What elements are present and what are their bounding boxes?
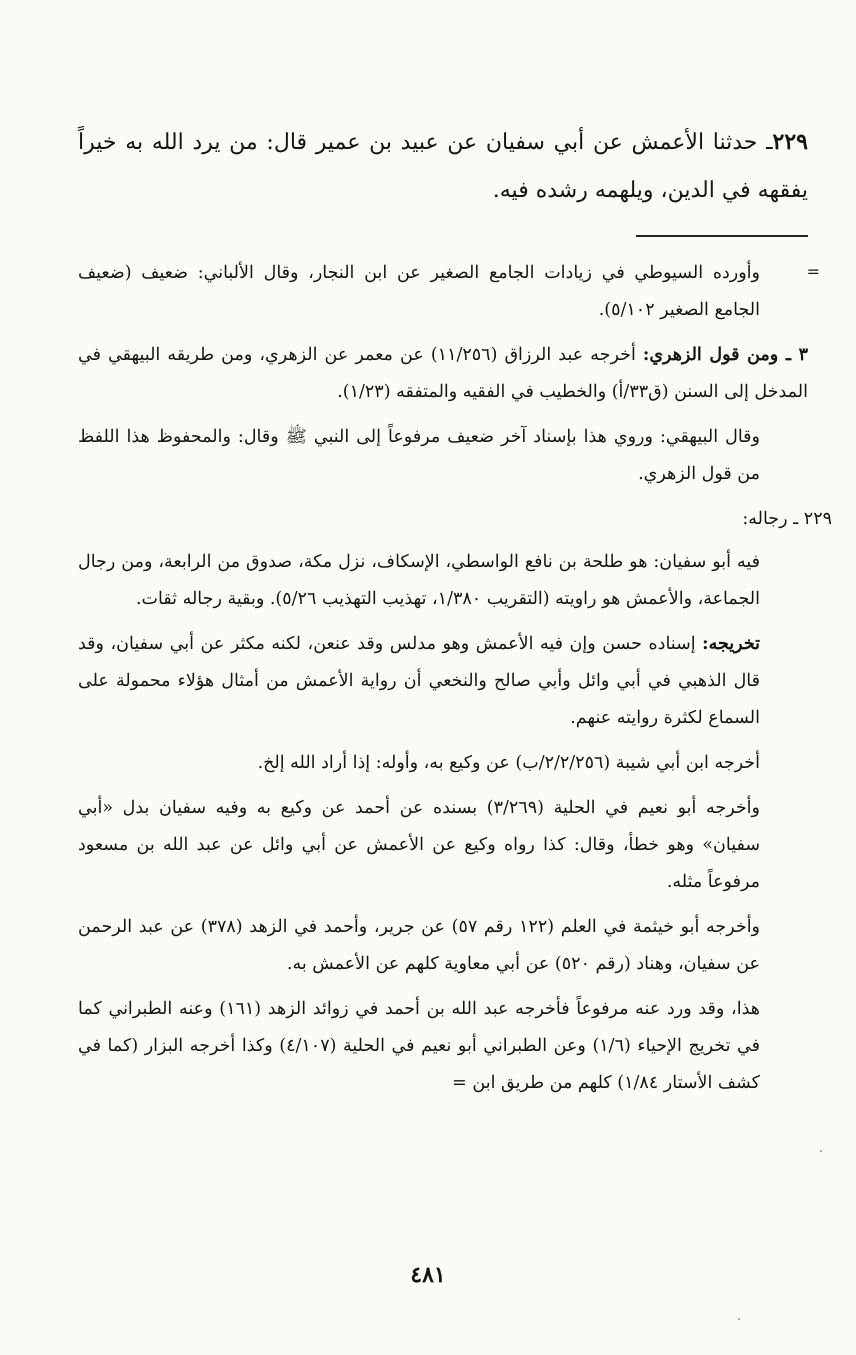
footnote-paragraph: وقال البيهقي: وروي هذا بإسناد آخر ضعيف مرفوعاً إلى النبي ﷺ وقال: والمحفوظ هذا اللفظ من قول الزهري. [78, 427, 760, 484]
footnote-lead: ٣ ـ ومن قول الزهري: [642, 345, 808, 365]
hadith-body: ـ حدثنا الأعمش عن أبي سفيان عن عبيد بن عمير قال: من يرد الله به خيراً يفقهه في الدين، ويلهمه رشده فيه. [78, 130, 808, 203]
footnote-text: إسناده حسن وإن فيه الأعمش وهو مدلس وقد عنعن، لكنه مكثر عن أبي سفيان، وقد قال الذهبي في أبي وائل وأبي صالح والنخعي أن رواية الأعمش من أمثال هؤلاء محمولة على السماع لكثرة روايته عنهم. [78, 634, 760, 728]
footnote-paragraph: أخرجه ابن أبي شيبة (٢/٢/٢٥٦/ب) عن وكيع به، وأوله: إذا أراد الله إلخ. [257, 753, 760, 773]
scan-speck [738, 1318, 740, 1320]
footnote-paragraph: فيه أبو سفيان: هو طلحة بن نافع الواسطي، الإسكاف، نزل مكة، صدوق من الرابعة، ومن رجال الجماعة، والأعمش هو راويته (التقريب ١/٣٨٠، تهذيب التهذيب ٥/٢٦). وبقية رجاله ثقات. [78, 552, 760, 609]
footnote-paragraph [78, 626, 808, 737]
section-title: ٢٢٩ ـ رجاله: [742, 509, 832, 529]
footnotes-block [78, 255, 832, 1110]
footnote-paragraph: وأخرجه أبو نعيم في الحلية (٣/٢٦٩) بسنده عن أحمد عن وكيع به وفيه سفيان بدل «أبي سفيان» وهو خطأ، وقال: كذا رواه وكيع عن الأعمش عن أبي وائل عن عبد الله بن مسعود مرفوعاً مثله. [78, 798, 760, 892]
footnote-paragraph: هذا، وقد ورد عنه مرفوعاً فأخرجه عبد الله بن أحمد في زوائد الزهد (١٦١) وعنه الطبراني كما في تخريج الإحياء (١/٦) وعن الطبراني أبو نعيم في الحلية (٤/١٠٧) وكذا أخرجه البزار (كما في كشف الأستار ١/٨٤) كلهم من طريق ابن = [78, 999, 760, 1093]
footnote-paragraph: وأورده السيوطي في زيادات الجامع الصغير عن ابن النجار، وقال الألباني: ضعيف (ضعيف الجامع الصغير ٥/١٠٢). [78, 263, 760, 320]
continuation-marker: = [806, 262, 820, 281]
footnote-paragraph: وأخرجه أبو خيثمة في العلم (١٢٢ رقم ٥٧) عن جرير، وأحمد في الزهد (٣٧٨) عن عبد الرحمن عن سفيان، وهناد (رقم ٥٢٠) عن أبي معاوية كلهم عن الأعمش به. [78, 917, 761, 974]
footnote-paragraph [78, 337, 808, 411]
hadith-number: ٢٢٩ [772, 129, 808, 155]
page-number: ٤٨١ [410, 1262, 446, 1288]
footnote-text: أخرجه عبد الرزاق (١١/٢٥٦) عن معمر عن الزهري، ومن طريقه البيهقي في المدخل إلى السنن (ق٣٣/أ) والخطيب في الفقيه والمتفقه (١/٢٣). [78, 345, 808, 402]
footnote-lead: تخريجه: [702, 634, 760, 654]
scan-speck [820, 1150, 822, 1152]
footnote-separator [636, 235, 808, 237]
hadith-text-block [78, 118, 808, 215]
